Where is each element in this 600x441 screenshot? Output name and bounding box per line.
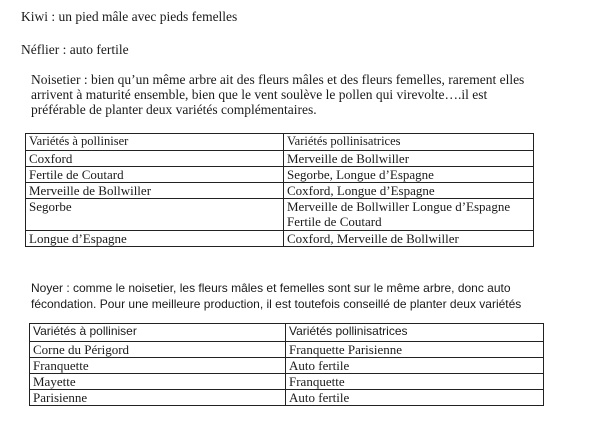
table-cell: Coxford (26, 151, 284, 167)
kiwi-note: Kiwi : un pied mâle avec pieds femelles (21, 9, 238, 24)
table-row (26, 151, 534, 167)
header-cell: Variétés pollinisatrices (286, 324, 544, 342)
noyer-paragraph-line-1: Noyer : comme le noisetier, les fleurs mâles et femelles sont sur le même arbre, donc auto (31, 281, 511, 295)
table-cell: Franquette (30, 358, 286, 374)
table-cell: Parisienne (30, 390, 286, 406)
noisetier-paragraph-line-2: arrivent à maturité ensemble, bien que le vent soulève le pollen qui virevolte….il est (31, 87, 488, 102)
table-row (30, 358, 544, 374)
noyer-paragraph-line-2: fécondation. Pour une meilleure production, il est toutefois conseillé de planter deux variétés (31, 297, 522, 311)
table-row (30, 342, 544, 358)
header-cell: Variétés pollinisatrices (284, 134, 534, 151)
table-cell: Franquette Parisienne (286, 342, 544, 358)
table-row (30, 374, 544, 390)
noisetier-pollination-table (25, 133, 534, 247)
cell-line: Fertile de Coutard (287, 214, 382, 229)
table-header-row (26, 134, 534, 151)
table-cell: Auto fertile (286, 390, 544, 406)
table-header-row (30, 324, 544, 342)
header-cell: Variétés à polliniser (26, 134, 284, 151)
table-cell: Merveille de Bollwiller (284, 151, 534, 167)
table-row (26, 183, 534, 199)
table-cell: Segorbe, Longue d’Espagne (284, 167, 534, 183)
table-cell (284, 199, 534, 231)
table-cell: Corne du Périgord (30, 342, 286, 358)
table-row (26, 199, 534, 231)
noyer-pollination-table (29, 323, 544, 406)
table-cell: Merveille de Bollwiller (26, 183, 284, 199)
noisetier-paragraph-line-1: Noisetier : bien qu’un même arbre ait des fleurs mâles et des fleurs femelles, rarement elles (31, 72, 525, 87)
table-cell: Longue d’Espagne (26, 231, 284, 247)
header-cell: Variétés à polliniser (30, 324, 286, 342)
table-cell: Coxford, Merveille de Bollwiller (284, 231, 534, 247)
table-cell: Franquette (286, 374, 544, 390)
table-row (26, 231, 534, 247)
table-row (30, 390, 544, 406)
table-row (26, 167, 534, 183)
table-cell: Segorbe (26, 199, 284, 231)
table-cell: Fertile de Coutard (26, 167, 284, 183)
cell-line: Merveille de Bollwiller Longue d’Espagne (287, 199, 511, 214)
table-cell: Mayette (30, 374, 286, 390)
table-cell: Coxford, Longue d’Espagne (284, 183, 534, 199)
neflier-note: Néflier : auto fertile (21, 42, 129, 57)
noisetier-paragraph-line-3: préférable de planter deux variétés complémentaires. (31, 102, 317, 117)
table-cell: Auto fertile (286, 358, 544, 374)
